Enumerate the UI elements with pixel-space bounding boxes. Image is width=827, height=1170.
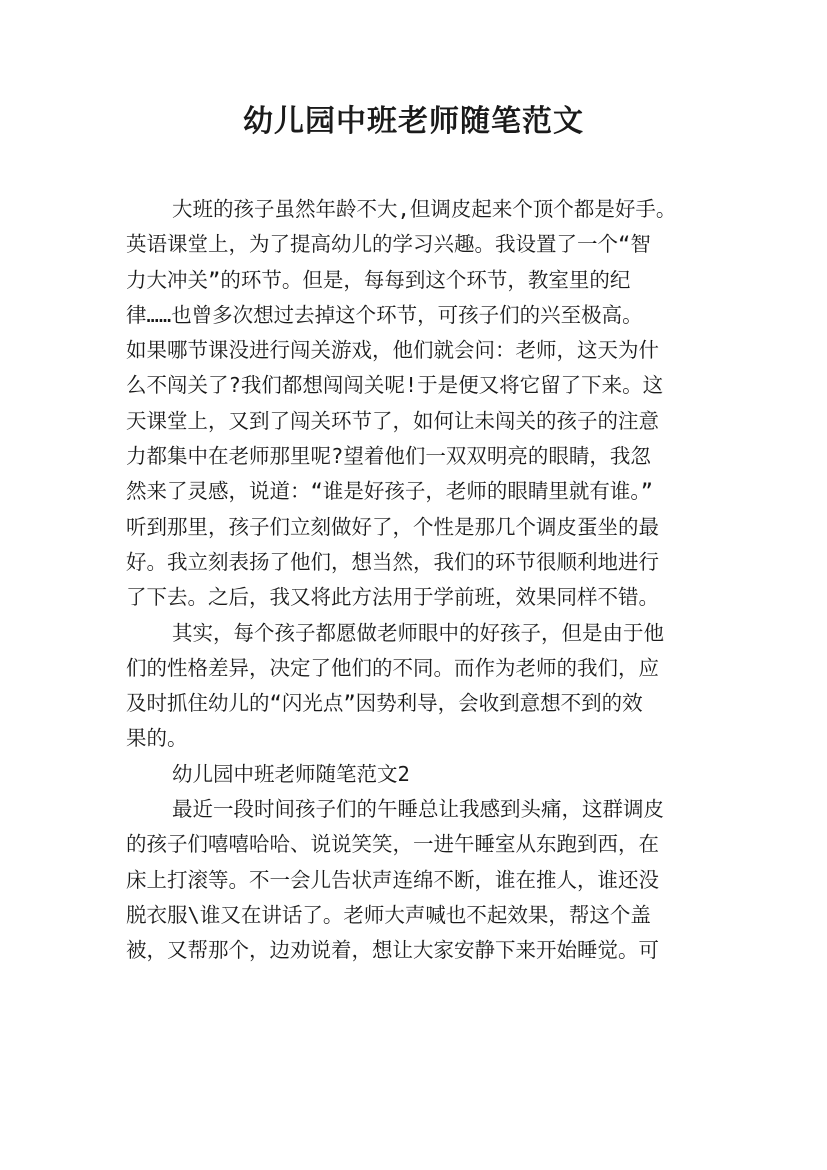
section-heading: 幼儿园中班老师随笔范文2 <box>172 761 410 786</box>
paragraph-line: 天课堂上，又到了闯关环节了，如何让未闯关的孩子的注意 <box>126 408 659 433</box>
paragraph-line: 听到那里，孩子们立刻做好了，个性是那几个调皮蛋坐的最 <box>126 514 659 539</box>
paragraph-line: 如果哪节课没进行闯关游戏，他们就会问：老师，这天为什 <box>126 338 659 363</box>
paragraph-line: 最近一段时间孩子们的午睡总让我感到头痛，这群调皮 <box>172 797 664 822</box>
paragraph-line: 好。我立刻表扬了他们，想当然，我们的环节很顺利地进行 <box>126 549 659 574</box>
paragraph-line: 果的。 <box>126 726 188 751</box>
paragraph-line: 脱衣服\谁又在讲话了。老师大声喊也不起效果，帮这个盖 <box>126 902 651 927</box>
paragraph-line: 力都集中在老师那里呢?望着他们一双双明亮的眼睛，我忽 <box>126 444 651 469</box>
paragraph-line: 大班的孩子虽然年龄不大,但调皮起来个顶个都是好手。 <box>172 197 677 221</box>
paragraph-line: 们的性格差异，决定了他们的不同。而作为老师的我们，应 <box>126 655 659 680</box>
paragraph-line: 律……也曾多次想过去掉这个环节，可孩子们的兴至极高。 <box>126 302 643 327</box>
paragraph-line: 床上打滚等。不一会儿告状声连绵不断，谁在推人，谁还没 <box>126 867 659 892</box>
paragraph-line: 的孩子们嘻嘻哈哈、说说笑笑，一进午睡室从东跑到西，在 <box>126 832 659 857</box>
document-title: 幼儿园中班老师随笔范文 <box>243 104 584 139</box>
paragraph-line: 被，又帮那个，边劝说着，想让大家安静下来开始睡觉。可 <box>126 938 659 963</box>
paragraph-line: 然来了灵感，说道：“谁是好孩子，老师的眼睛里就有谁。” <box>126 479 653 504</box>
paragraph-line: 了下去。之后，我又将此方法用于学前班，效果同样不错。 <box>126 585 659 610</box>
paragraph-line: 其实，每个孩子都愿做老师眼中的好孩子，但是由于他 <box>172 620 664 645</box>
paragraph-line: 力大冲关”的环节。但是，每每到这个环节，教室里的纪 <box>126 267 631 292</box>
paragraph-line: 及时抓住幼儿的“闪光点”因势利导，会收到意想不到的效 <box>126 691 643 716</box>
paragraph-line: 么不闯关了?我们都想闯闯关呢!于是便又将它留了下来。这 <box>126 373 664 398</box>
paragraph-line: 英语课堂上，为了提高幼儿的学习兴趣。我设置了一个“智 <box>126 232 651 257</box>
document-body <box>126 192 711 969</box>
